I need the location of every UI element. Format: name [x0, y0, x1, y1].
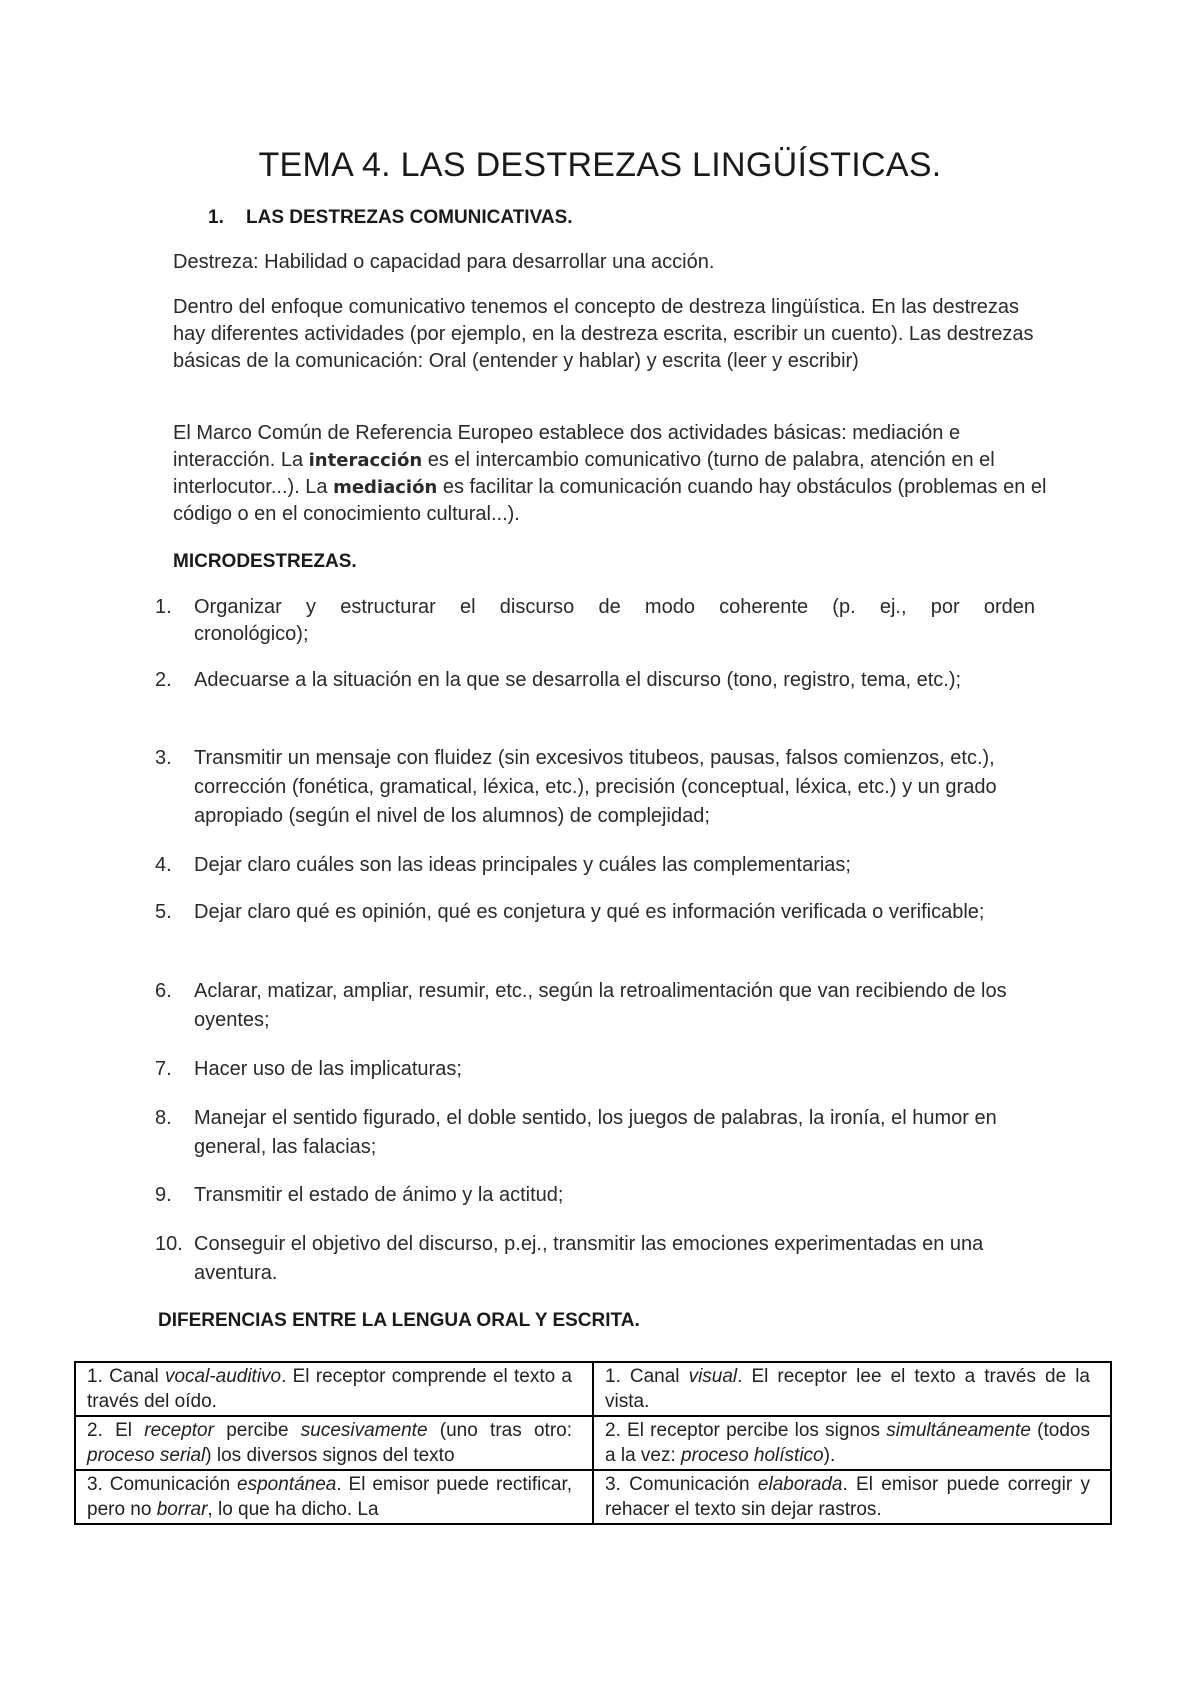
- text-run: es el intercambio comunicativo (turno de palabra, atención en el interlocutor...). La: [173, 449, 995, 498]
- list-text-continuation: cronológico);: [194, 623, 309, 645]
- list-item: [155, 851, 1035, 880]
- table-cell-escrita: [593, 1470, 1111, 1524]
- text-run: 1. Canal: [605, 1366, 689, 1387]
- list-item: [155, 744, 1035, 831]
- list-item: [155, 1181, 1035, 1210]
- list-number: 7.: [155, 1058, 172, 1080]
- list-item: [155, 1055, 1035, 1084]
- table-cell-escrita: [593, 1416, 1111, 1470]
- microdestrezas-heading: MICRODESTREZAS.: [173, 551, 357, 572]
- enfoque-paragraph: Dentro del enfoque comunicativo tenemos el concepto de destreza lingüística. En las destrezas hay diferentes actividades (por ejemplo, en la destreza escrita, escribir un cuento). Las destrezas básicas de la comunicación: Oral (entender y hablar) y escrita (leer y escribir): [173, 296, 1034, 372]
- text-run: (todos a la vez:: [605, 1420, 1090, 1466]
- text-run: 1. Canal: [87, 1366, 165, 1387]
- list-item: [155, 1104, 1035, 1162]
- text-run: percibe: [213, 1420, 301, 1441]
- text-run: . El receptor comprende el texto a través del oído.: [87, 1366, 572, 1412]
- bold-term-mediacion: mediación: [333, 477, 438, 498]
- list-text: Organizar y estructurar el discurso de modo coherente (p. ej., por orden: [194, 596, 1035, 618]
- text-run: , lo que ha dicho. La: [207, 1499, 379, 1520]
- text-run: 3. Comunicación: [605, 1474, 758, 1495]
- italic-term: elaborada: [757, 1474, 843, 1495]
- list-number: 6.: [155, 980, 172, 1002]
- list-text: Transmitir un mensaje con fluidez (sin excesivos titubeos, pausas, falsos comienzos, etc.), corrección (fonética, gramatical, léxica, etc.), precisión (conceptual, léxica, etc.) y un grado apropiado (según el nivel de los alumnos) de complejidad;: [194, 747, 997, 827]
- table-cell-oral: [75, 1470, 593, 1524]
- list-text: Dejar claro qué es opinión, qué es conjetura y qué es información verificada o verificable;: [194, 901, 985, 923]
- italic-term: vocal-auditivo: [164, 1366, 282, 1387]
- list-text: Conseguir el objetivo del discurso, p.ej., transmitir las emociones experimentadas en una aventura.: [194, 1233, 984, 1284]
- definition-paragraph: Destreza: Habilidad o capacidad para desarrollar una acción.: [173, 251, 715, 273]
- italic-term: visual: [688, 1366, 738, 1387]
- italic-term: simultáneamente: [886, 1420, 1031, 1441]
- page-bottom-margin: [0, 1548, 1200, 1698]
- list-number: 3.: [155, 747, 172, 769]
- italic-term: proceso holístico: [681, 1445, 824, 1466]
- italic-term: espontánea: [237, 1474, 337, 1495]
- list-text: Dejar claro cuáles son las ideas principales y cuáles las complementarias;: [194, 854, 851, 876]
- text-run: . El emisor puede corregir y rehacer el texto sin dejar rastros.: [605, 1474, 1090, 1520]
- text-run: 2. El receptor percibe los signos: [605, 1420, 887, 1441]
- text-run: 3. Comunicación: [87, 1474, 238, 1495]
- list-number: 9.: [155, 1184, 172, 1206]
- table-cell-escrita: [593, 1362, 1111, 1416]
- list-number: 1.: [155, 596, 172, 618]
- list-number: 8.: [155, 1107, 172, 1129]
- italic-term: borrar: [156, 1499, 208, 1520]
- diferencias-heading: DIFERENCIAS ENTRE LA LENGUA ORAL Y ESCRITA.: [158, 1310, 640, 1331]
- table-row: [75, 1470, 1111, 1524]
- list-number: 2.: [155, 669, 172, 691]
- list-text: Transmitir el estado de ánimo y la actitud;: [194, 1184, 564, 1206]
- list-text: Aclarar, matizar, ampliar, resumir, etc., según la retroalimentación que van recibiendo de los oyentes;: [194, 980, 1007, 1031]
- text-run: El Marco Común de Referencia Europeo establece dos actividades básicas: mediación e interacción. La: [173, 422, 961, 471]
- differences-table: [74, 1361, 1112, 1525]
- italic-term: sucesivamente: [300, 1420, 428, 1441]
- text-run: . El emisor puede rectificar, pero no: [87, 1474, 573, 1520]
- list-item: [155, 898, 1035, 927]
- italic-term: proceso serial: [87, 1445, 206, 1466]
- table-cell-oral: [75, 1416, 593, 1470]
- text-run: 2. El: [87, 1420, 145, 1441]
- text-run: es facilitar la comunicación cuando hay obstáculos (problemas en el código o en el conocimiento cultural...).: [173, 476, 1047, 525]
- list-text: Manejar el sentido figurado, el doble sentido, los juegos de palabras, la ironía, el humor en general, las falacias;: [194, 1107, 997, 1158]
- section-heading: [208, 207, 573, 229]
- text-run: ).: [823, 1445, 836, 1466]
- list-item: [155, 977, 1035, 1035]
- list-item: [155, 593, 1035, 622]
- list-number: 5.: [155, 901, 172, 923]
- bold-term-interaccion: interacción: [308, 450, 423, 471]
- section-number: 1.: [208, 207, 224, 228]
- page-title: TEMA 4. LAS DESTREZAS LINGÜÍSTICAS.: [258, 146, 942, 184]
- list-number: 4.: [155, 854, 172, 876]
- list-text: Adecuarse a la situación en la que se desarrolla el discurso (tono, registro, tema, etc.);: [194, 669, 962, 691]
- text-run: (uno tras otro:: [427, 1420, 572, 1441]
- list-number: 10.: [155, 1233, 183, 1255]
- list-item: [155, 1230, 1035, 1288]
- list-text: Hacer uso de las implicaturas;: [194, 1058, 462, 1080]
- table-cell-oral: [75, 1362, 593, 1416]
- text-run: . El receptor lee el texto a través de la vista.: [605, 1366, 1090, 1412]
- table-row: [75, 1416, 1111, 1470]
- section-label: LAS DESTREZAS COMUNICATIVAS.: [246, 207, 573, 228]
- text-run: ) los diversos signos del texto: [205, 1445, 455, 1466]
- list-item: [155, 666, 1035, 695]
- table-row: [75, 1362, 1111, 1416]
- italic-term: receptor: [144, 1420, 214, 1441]
- list-item-continuation: [155, 620, 1035, 649]
- marco-paragraph: [173, 420, 1053, 528]
